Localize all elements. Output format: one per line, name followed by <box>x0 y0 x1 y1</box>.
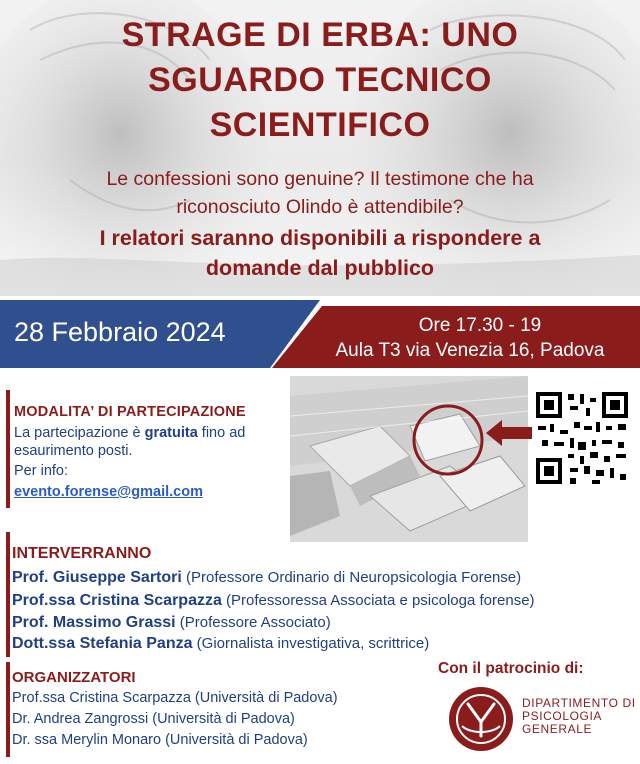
question-line-1: Le confessioni sono genuine? Il testimone che ha <box>106 168 534 190</box>
speaker-role: (Giornalista investigativa, scrittrice) <box>192 635 430 652</box>
dept-name-line-1: DIPARTIMENTO DI <box>522 696 636 710</box>
organizers-title: ORGANIZZATORI <box>12 669 136 686</box>
section-divider <box>6 662 10 757</box>
page-title-line-3: SCIENTIFICO <box>209 106 431 144</box>
organizer-item: Dr. ssa Merylin Monaro (Università di Padova) <box>12 732 308 748</box>
campus-aerial-photo <box>290 376 528 542</box>
speaker-role: (Professore Ordinario di Neuropsicologia Forense) <box>181 569 522 586</box>
speakers-available-line-2: domande dal pubblico <box>205 256 435 280</box>
dept-name-line-3: GENERALE <box>522 722 593 736</box>
speaker-name: Prof. Massimo Grassi <box>12 614 176 631</box>
speaker-name: Prof. Giuseppe Sartori <box>12 569 182 586</box>
speaker-role: (Professore Associato) <box>175 614 331 631</box>
participation-text-pre: La partecipazione è <box>14 425 145 441</box>
dept-seal-icon <box>448 686 514 752</box>
organizer-item: Dr. Andrea Zangrossi (Università di Padova) <box>12 711 295 727</box>
qr-code-icon[interactable] <box>534 390 630 486</box>
contact-email-link[interactable]: evento.forense@gmail.com <box>14 484 203 500</box>
arrow-left-icon <box>486 420 532 446</box>
participation-limit: esaurimento posti. <box>14 443 133 459</box>
page-title-line-2: SGUARDO TECNICO <box>148 61 492 99</box>
question-line-2: riconosciuto Olindo è attendibile? <box>176 196 464 218</box>
organizer-item: Prof.ssa Cristina Scarpazza (Università di Padova) <box>12 690 338 706</box>
speakers-available-line-1: I relatori saranno disponibili a rispondere a <box>99 226 541 250</box>
speakers-title: INTERVERRANNO <box>12 545 152 562</box>
patronage-label: Con il patrocinio di: <box>438 660 584 677</box>
participation-free: gratuita <box>144 425 198 441</box>
event-location: Aula T3 via Venezia 16, Padova <box>335 340 605 361</box>
info-label: Per info: <box>14 463 68 479</box>
hero-section <box>0 0 640 296</box>
speaker-item <box>12 568 521 588</box>
participation-title: MODALITA’ DI PARTECIPAZIONE <box>14 404 246 420</box>
page-title-line-1: STRAGE DI ERBA: UNO <box>121 16 519 54</box>
participation-text <box>14 424 245 442</box>
speaker-name: Prof.ssa Cristina Scarpazza <box>12 592 222 609</box>
speaker-item <box>12 591 535 611</box>
event-date: 28 Febbraio 2024 <box>14 317 226 347</box>
participation-text-post: fino ad <box>197 425 246 441</box>
speaker-item <box>12 613 331 633</box>
speaker-name: Dott.ssa Stefania Panza <box>12 635 193 652</box>
speaker-role: (Professoressa Associata e psicologa forense) <box>221 592 535 609</box>
dept-name-line-2: PSICOLOGIA <box>522 709 603 723</box>
section-divider <box>6 532 10 657</box>
section-divider <box>6 390 10 508</box>
speaker-item <box>12 634 429 654</box>
event-time: Ore 17.30 - 19 <box>418 315 542 336</box>
